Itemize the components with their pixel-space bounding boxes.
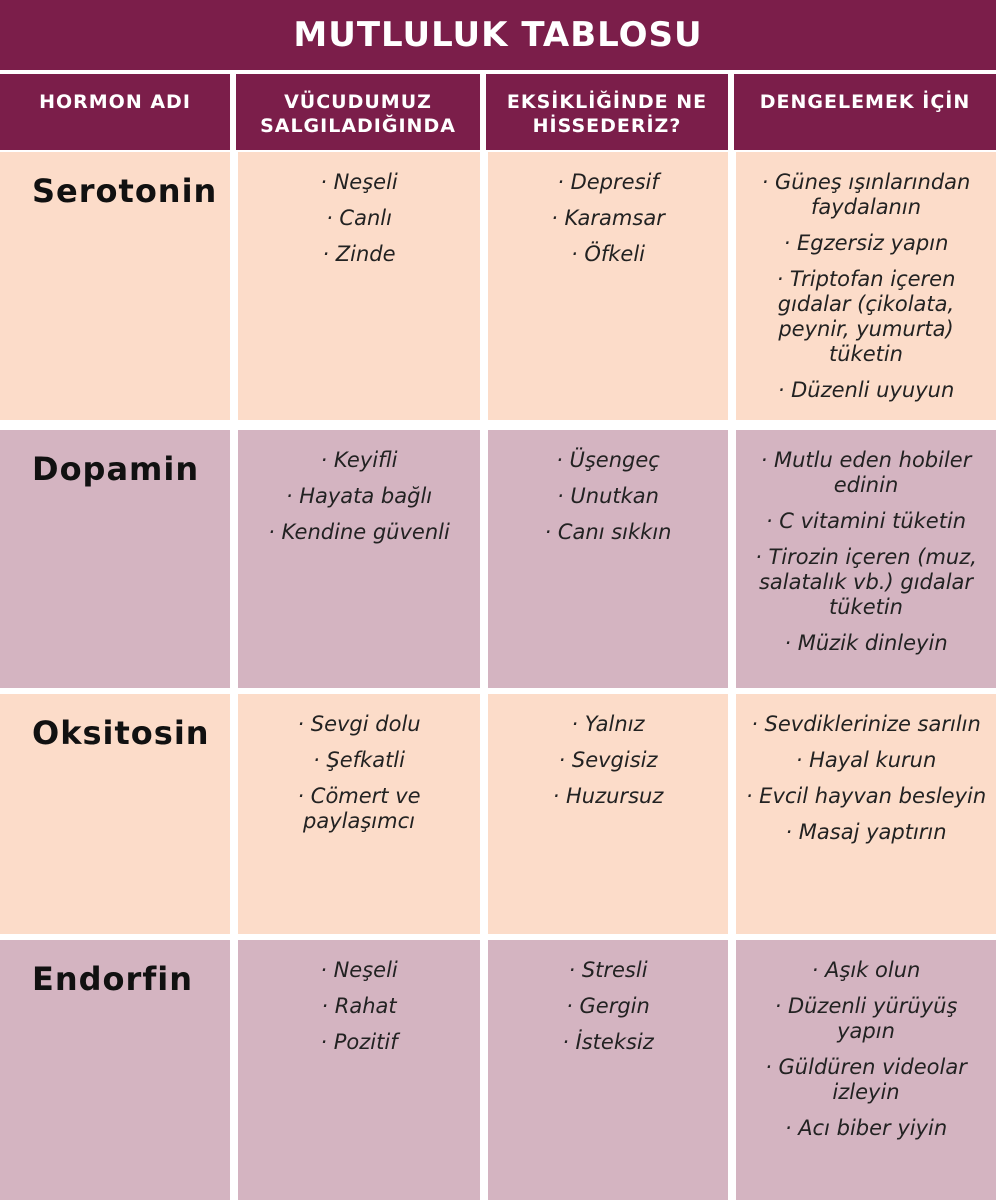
balance-cell (736, 152, 996, 420)
list-item: · Depresif (496, 170, 720, 195)
secreted-cell (238, 152, 480, 420)
deficiency-list (488, 694, 728, 809)
secreted-cell (238, 694, 480, 934)
list-item: · Hayata bağlı (246, 484, 472, 509)
list-item: · Canlı (246, 206, 472, 231)
list-item: · Güneş ışınlarından faydalanın (744, 170, 988, 220)
list-item: · Rahat (246, 994, 472, 1019)
list-item: · Acı biber yiyin (744, 1116, 988, 1141)
list-item: · Tirozin içeren (muz, salatalık vb.) gıdalar tüketin (744, 545, 988, 620)
list-item: · C vitamini tüketin (744, 509, 988, 534)
list-item: · Öfkeli (496, 242, 720, 267)
hormone-name-cell: Endorfin (0, 940, 230, 1200)
balance-list (736, 694, 996, 845)
deficiency-cell (488, 430, 728, 688)
list-item: · Müzik dinleyin (744, 631, 988, 656)
deficiency-cell (488, 152, 728, 420)
list-item: · Sevdiklerinize sarılın (744, 712, 988, 737)
deficiency-cell (488, 940, 728, 1200)
list-item: · Güldüren videolar izleyin (744, 1055, 988, 1105)
list-item: · Sevgisiz (496, 748, 720, 773)
list-item: · Gergin (496, 994, 720, 1019)
list-item: · Zinde (246, 242, 472, 267)
list-item: · Cömert ve paylaşımcı (246, 784, 472, 834)
list-item: · Stresli (496, 958, 720, 983)
list-item: · Mutlu eden hobiler edinin (744, 448, 988, 498)
list-item: · Karamsar (496, 206, 720, 231)
balance-cell (736, 430, 996, 688)
secreted-list (238, 940, 480, 1055)
list-item: · Triptofan içeren gıdalar (çikolata, peynir, yumurta) tüketin (744, 267, 988, 367)
balance-list (736, 430, 996, 656)
list-item: · Sevgi dolu (246, 712, 472, 737)
column-header-balance: DENGELEMEK İÇİN (734, 74, 996, 150)
column-header-deficiency: EKSİKLİĞİNDE NE HİSSEDERİZ? (486, 74, 728, 150)
secreted-cell (238, 940, 480, 1200)
list-item: · Masaj yaptırın (744, 820, 988, 845)
list-item: · Pozitif (246, 1030, 472, 1055)
balance-cell (736, 694, 996, 934)
list-item: · Düzenli uyuyun (744, 378, 988, 403)
deficiency-list (488, 152, 728, 267)
secreted-list (238, 152, 480, 267)
list-item: · Yalnız (496, 712, 720, 737)
list-item: · Hayal kurun (744, 748, 988, 773)
list-item: · Kendine güvenli (246, 520, 472, 545)
balance-list (736, 940, 996, 1141)
balance-list (736, 152, 996, 403)
list-item: · Keyifli (246, 448, 472, 473)
column-header-hormone-name: HORMON ADI (0, 74, 230, 150)
hormone-name-cell: Serotonin (0, 152, 230, 420)
list-item: · Unutkan (496, 484, 720, 509)
list-item: · Canı sıkkın (496, 520, 720, 545)
list-item: · Egzersiz yapın (744, 231, 988, 256)
list-item: · Şefkatli (246, 748, 472, 773)
list-item: · İsteksiz (496, 1030, 720, 1055)
page-title: MUTLULUK TABLOSU (0, 0, 996, 70)
secreted-cell (238, 430, 480, 688)
hormone-name-cell: Oksitosin (0, 694, 230, 934)
column-header-secreted: VÜCUDUMUZ SALGILADIĞINDA (236, 74, 480, 150)
list-item: · Neşeli (246, 958, 472, 983)
deficiency-list (488, 940, 728, 1055)
hormone-name-cell: Dopamin (0, 430, 230, 688)
list-item: · Evcil hayvan besleyin (744, 784, 988, 809)
list-item: · Üşengeç (496, 448, 720, 473)
secreted-list (238, 430, 480, 545)
balance-cell (736, 940, 996, 1200)
deficiency-list (488, 430, 728, 545)
deficiency-cell (488, 694, 728, 934)
list-item: · Aşık olun (744, 958, 988, 983)
list-item: · Huzursuz (496, 784, 720, 809)
list-item: · Düzenli yürüyüş yapın (744, 994, 988, 1044)
list-item: · Neşeli (246, 170, 472, 195)
secreted-list (238, 694, 480, 834)
